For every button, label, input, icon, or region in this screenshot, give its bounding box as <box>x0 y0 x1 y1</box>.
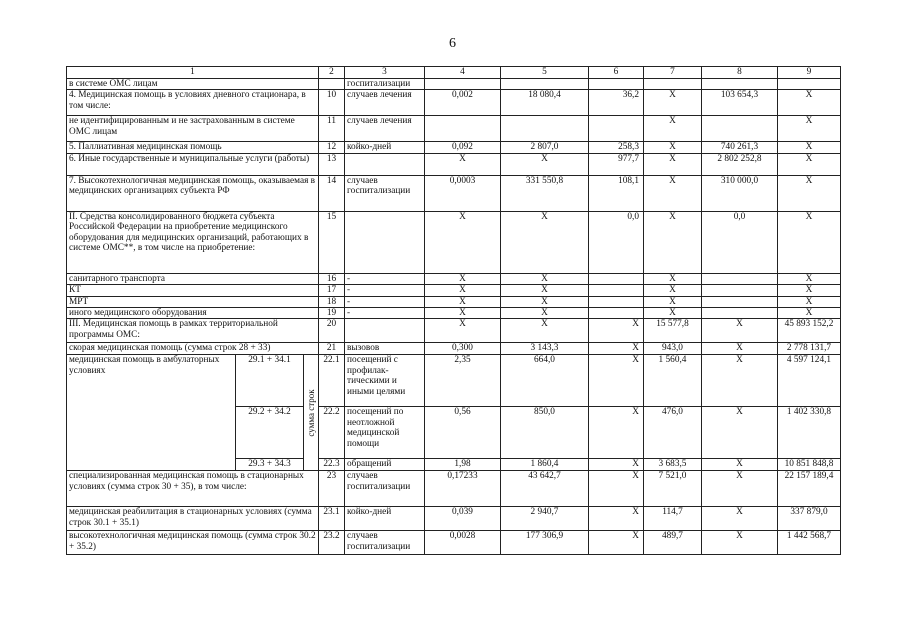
cell-col-5: 850,0 <box>501 407 589 459</box>
table-row <box>67 79 841 90</box>
cell-col-6 <box>589 308 644 319</box>
row-name: II. Средства консолидированного бюджета субъекта Российской Федерации на приобретение медицинского оборудования для медицинских организаций, работающих в системе ОМС**, в том числе на приобретение: <box>67 211 319 273</box>
cell-col-9: 337 879,0 <box>778 507 841 531</box>
cell-col-4: X <box>425 273 501 284</box>
row-unit: посещений по неотложной медицинской помощи <box>345 407 425 459</box>
cell-col-6: 36,2 <box>589 90 644 116</box>
cell-col-6: 108,1 <box>589 175 644 211</box>
cell-col-5: 1 860,4 <box>501 459 589 471</box>
row-unit: случаев госпитализации <box>345 175 425 211</box>
table-row <box>67 343 841 355</box>
cell-col-8: X <box>702 343 778 355</box>
cell-col-6: X <box>589 507 644 531</box>
row-number: 14 <box>319 175 345 211</box>
cell-col-9: X <box>778 175 841 211</box>
header-col-9: 9 <box>778 67 841 79</box>
row-number: 16 <box>319 273 345 284</box>
row-name: 7. Высокотехнологичная медицинская помощь, оказываемая в медицинских организациях субъекта РФ <box>67 175 319 211</box>
cell-col-7: X <box>644 285 702 296</box>
row-name: не идентифицированным и не застрахованным в системе ОМС лицам <box>67 116 319 142</box>
cell-col-5 <box>501 116 589 142</box>
row-unit: - <box>345 273 425 284</box>
header-col-8: 8 <box>702 67 778 79</box>
row-unit: - <box>345 285 425 296</box>
cell-col-6 <box>589 116 644 142</box>
row-unit: койко-дней <box>345 507 425 531</box>
cell-col-7: 489,7 <box>644 531 702 555</box>
cell-col-6 <box>589 79 644 90</box>
cell-col-8: 103 654,3 <box>702 90 778 116</box>
row-unit: - <box>345 308 425 319</box>
row-name: медицинская помощь в амбулаторных условиях <box>67 355 236 471</box>
cell-col-8 <box>702 79 778 90</box>
cell-col-4: X <box>425 296 501 307</box>
table-row <box>67 319 841 343</box>
cell-col-4: 1,98 <box>425 459 501 471</box>
row-name: высокотехнологичная медицинская помощь (сумма строк 30.2 + 35.2) <box>67 531 319 555</box>
row-name: иного медицинского оборудования <box>67 308 319 319</box>
cell-col-7: X <box>644 116 702 142</box>
row-sum-formula: 29.2 + 34.2 <box>236 407 304 459</box>
cell-col-7: 114,7 <box>644 507 702 531</box>
cell-col-9: 45 893 152,2 <box>778 319 841 343</box>
cell-col-4: X <box>425 308 501 319</box>
cell-col-9: X <box>778 153 841 175</box>
cell-col-6 <box>589 296 644 307</box>
row-name: МРТ <box>67 296 319 307</box>
table-row <box>67 296 841 307</box>
cell-col-9: X <box>778 285 841 296</box>
cell-col-7: X <box>644 175 702 211</box>
cell-col-6: X <box>589 343 644 355</box>
table-row <box>67 273 841 284</box>
cell-col-4: X <box>425 285 501 296</box>
table-row <box>67 355 841 407</box>
cell-col-4: 0,56 <box>425 407 501 459</box>
row-unit <box>345 319 425 343</box>
cell-col-9: 2 778 131,7 <box>778 343 841 355</box>
table-row <box>67 531 841 555</box>
cell-col-4: 0,300 <box>425 343 501 355</box>
cell-col-9: X <box>778 142 841 153</box>
cell-col-8: X <box>702 319 778 343</box>
row-number: 17 <box>319 285 345 296</box>
cell-col-6: X <box>589 471 644 507</box>
budget-table <box>66 66 841 555</box>
cell-col-4: 0,039 <box>425 507 501 531</box>
cell-col-6: X <box>589 407 644 459</box>
table-row <box>67 471 841 507</box>
cell-col-8: 310 000,0 <box>702 175 778 211</box>
cell-col-6: 977,7 <box>589 153 644 175</box>
row-number: 20 <box>319 319 345 343</box>
row-number <box>319 79 345 90</box>
cell-col-6 <box>589 285 644 296</box>
row-unit: - <box>345 296 425 307</box>
cell-col-6: 258,3 <box>589 142 644 153</box>
header-col-5: 5 <box>501 67 589 79</box>
row-number: 19 <box>319 308 345 319</box>
row-unit <box>345 153 425 175</box>
row-name: медицинская реабилитация в стационарных условиях (сумма строк 30.1 + 35.1) <box>67 507 319 531</box>
row-number: 10 <box>319 90 345 116</box>
cell-col-5: X <box>501 296 589 307</box>
cell-col-5: 3 143,3 <box>501 343 589 355</box>
cell-col-5: X <box>501 319 589 343</box>
row-number: 23.1 <box>319 507 345 531</box>
cell-col-8: X <box>702 355 778 407</box>
row-name: санитарного транспорта <box>67 273 319 284</box>
cell-col-5: X <box>501 153 589 175</box>
row-number: 23 <box>319 471 345 507</box>
cell-col-6: X <box>589 319 644 343</box>
cell-col-4 <box>425 116 501 142</box>
row-name: КТ <box>67 285 319 296</box>
row-name: 4. Медицинская помощь в условиях дневного стационара, в том числе: <box>67 90 319 116</box>
header-row <box>67 67 841 79</box>
cell-col-9: X <box>778 273 841 284</box>
row-unit: посещений с профилак-тическими и иными целями <box>345 355 425 407</box>
cell-col-7: 3 683,5 <box>644 459 702 471</box>
table-row <box>67 175 841 211</box>
cell-col-9: 1 402 330,8 <box>778 407 841 459</box>
header-col-3: 3 <box>345 67 425 79</box>
row-name: специализированная медицинская помощь в стационарных условиях (сумма строк 30 + 35), в том числе: <box>67 471 319 507</box>
cell-col-7: 7 521,0 <box>644 471 702 507</box>
cell-col-5: 2 940,7 <box>501 507 589 531</box>
table-row <box>67 142 841 153</box>
table-row <box>67 211 841 273</box>
cell-col-7: X <box>644 153 702 175</box>
cell-col-8 <box>702 285 778 296</box>
cell-col-9: X <box>778 90 841 116</box>
cell-col-6: X <box>589 355 644 407</box>
row-unit: случаев лечения <box>345 90 425 116</box>
cell-col-8: 2 802 252,8 <box>702 153 778 175</box>
row-number: 23.2 <box>319 531 345 555</box>
table-row <box>67 153 841 175</box>
row-number: 13 <box>319 153 345 175</box>
row-name: в системе ОМС лицам <box>67 79 319 90</box>
cell-col-4: 0,092 <box>425 142 501 153</box>
row-unit: койко-дней <box>345 142 425 153</box>
page-number: 6 <box>449 36 456 51</box>
row-number: 21 <box>319 343 345 355</box>
header-col-4: 4 <box>425 67 501 79</box>
cell-col-8 <box>702 308 778 319</box>
cell-col-7: X <box>644 296 702 307</box>
cell-col-5: X <box>501 211 589 273</box>
cell-col-7: X <box>644 273 702 284</box>
row-number: 12 <box>319 142 345 153</box>
cell-col-7: X <box>644 308 702 319</box>
cell-col-5 <box>501 79 589 90</box>
cell-col-4: 0,0028 <box>425 531 501 555</box>
cell-col-7: 943,0 <box>644 343 702 355</box>
cell-col-9 <box>778 79 841 90</box>
cell-col-9: X <box>778 296 841 307</box>
row-unit: обращений <box>345 459 425 471</box>
cell-col-5: 664,0 <box>501 355 589 407</box>
cell-col-4: 2,35 <box>425 355 501 407</box>
row-number: 15 <box>319 211 345 273</box>
cell-col-4: 0,002 <box>425 90 501 116</box>
cell-col-7: X <box>644 211 702 273</box>
table-row <box>67 90 841 116</box>
sum-label: сумма строк <box>305 389 316 437</box>
cell-col-7 <box>644 79 702 90</box>
row-name: 6. Иные государственные и муниципальные услуги (работы) <box>67 153 319 175</box>
row-unit: случаев лечения <box>345 116 425 142</box>
cell-col-8: 0,0 <box>702 211 778 273</box>
cell-col-5: X <box>501 273 589 284</box>
cell-col-4: 0,0003 <box>425 175 501 211</box>
cell-col-8 <box>702 273 778 284</box>
cell-col-7: 15 577,8 <box>644 319 702 343</box>
cell-col-8: 740 261,3 <box>702 142 778 153</box>
cell-col-8 <box>702 296 778 307</box>
row-number: 22.3 <box>319 459 345 471</box>
cell-col-4: X <box>425 211 501 273</box>
cell-col-5: 331 550,8 <box>501 175 589 211</box>
row-unit <box>345 211 425 273</box>
cell-col-6: X <box>589 531 644 555</box>
row-name: скорая медицинская помощь (сумма строк 28 + 33) <box>67 343 319 355</box>
table-row <box>67 116 841 142</box>
cell-col-7: 1 560,4 <box>644 355 702 407</box>
cell-col-4: X <box>425 153 501 175</box>
cell-col-5: 2 807,0 <box>501 142 589 153</box>
cell-col-8: X <box>702 471 778 507</box>
cell-col-9: X <box>778 211 841 273</box>
row-number: 22.1 <box>319 355 345 407</box>
cell-col-8: X <box>702 531 778 555</box>
cell-col-4: 0,17233 <box>425 471 501 507</box>
row-sum-formula: 29.1 + 34.1 <box>236 355 304 407</box>
row-name: III. Медицинская помощь в рамках территориальной программы ОМС: <box>67 319 319 343</box>
cell-col-4 <box>425 79 501 90</box>
cell-col-6: X <box>589 459 644 471</box>
cell-col-5: 43 642,7 <box>501 471 589 507</box>
table-row <box>67 285 841 296</box>
cell-col-5: 18 080,4 <box>501 90 589 116</box>
row-unit: госпитализации <box>345 79 425 90</box>
table-row <box>67 308 841 319</box>
header-col-7: 7 <box>644 67 702 79</box>
cell-col-6 <box>589 273 644 284</box>
cell-col-8 <box>702 116 778 142</box>
row-number: 11 <box>319 116 345 142</box>
cell-col-8: X <box>702 507 778 531</box>
cell-col-9: X <box>778 308 841 319</box>
cell-col-9: X <box>778 116 841 142</box>
row-sum-formula: 29.3 + 34.3 <box>236 459 304 471</box>
row-unit: случаев госпитализации <box>345 471 425 507</box>
cell-col-8: X <box>702 407 778 459</box>
sum-label-vertical <box>304 355 319 471</box>
header-col-2: 2 <box>319 67 345 79</box>
cell-col-9: 22 157 189,4 <box>778 471 841 507</box>
cell-col-7: X <box>644 90 702 116</box>
row-name: 5. Паллиативная медицинская помощь <box>67 142 319 153</box>
cell-col-9: 1 442 568,7 <box>778 531 841 555</box>
row-number: 22.2 <box>319 407 345 459</box>
row-unit: вызовов <box>345 343 425 355</box>
cell-col-9: 10 851 848,8 <box>778 459 841 471</box>
cell-col-5: X <box>501 308 589 319</box>
cell-col-9: 4 597 124,1 <box>778 355 841 407</box>
cell-col-6: 0,0 <box>589 211 644 273</box>
header-col-6: 6 <box>589 67 644 79</box>
cell-col-7: X <box>644 142 702 153</box>
cell-col-5: X <box>501 285 589 296</box>
cell-col-7: 476,0 <box>644 407 702 459</box>
row-unit: случаев госпитализации <box>345 531 425 555</box>
cell-col-5: 177 306,9 <box>501 531 589 555</box>
table-row <box>67 507 841 531</box>
row-number: 18 <box>319 296 345 307</box>
cell-col-4: X <box>425 319 501 343</box>
header-col-1: 1 <box>67 67 319 79</box>
cell-col-8: X <box>702 459 778 471</box>
